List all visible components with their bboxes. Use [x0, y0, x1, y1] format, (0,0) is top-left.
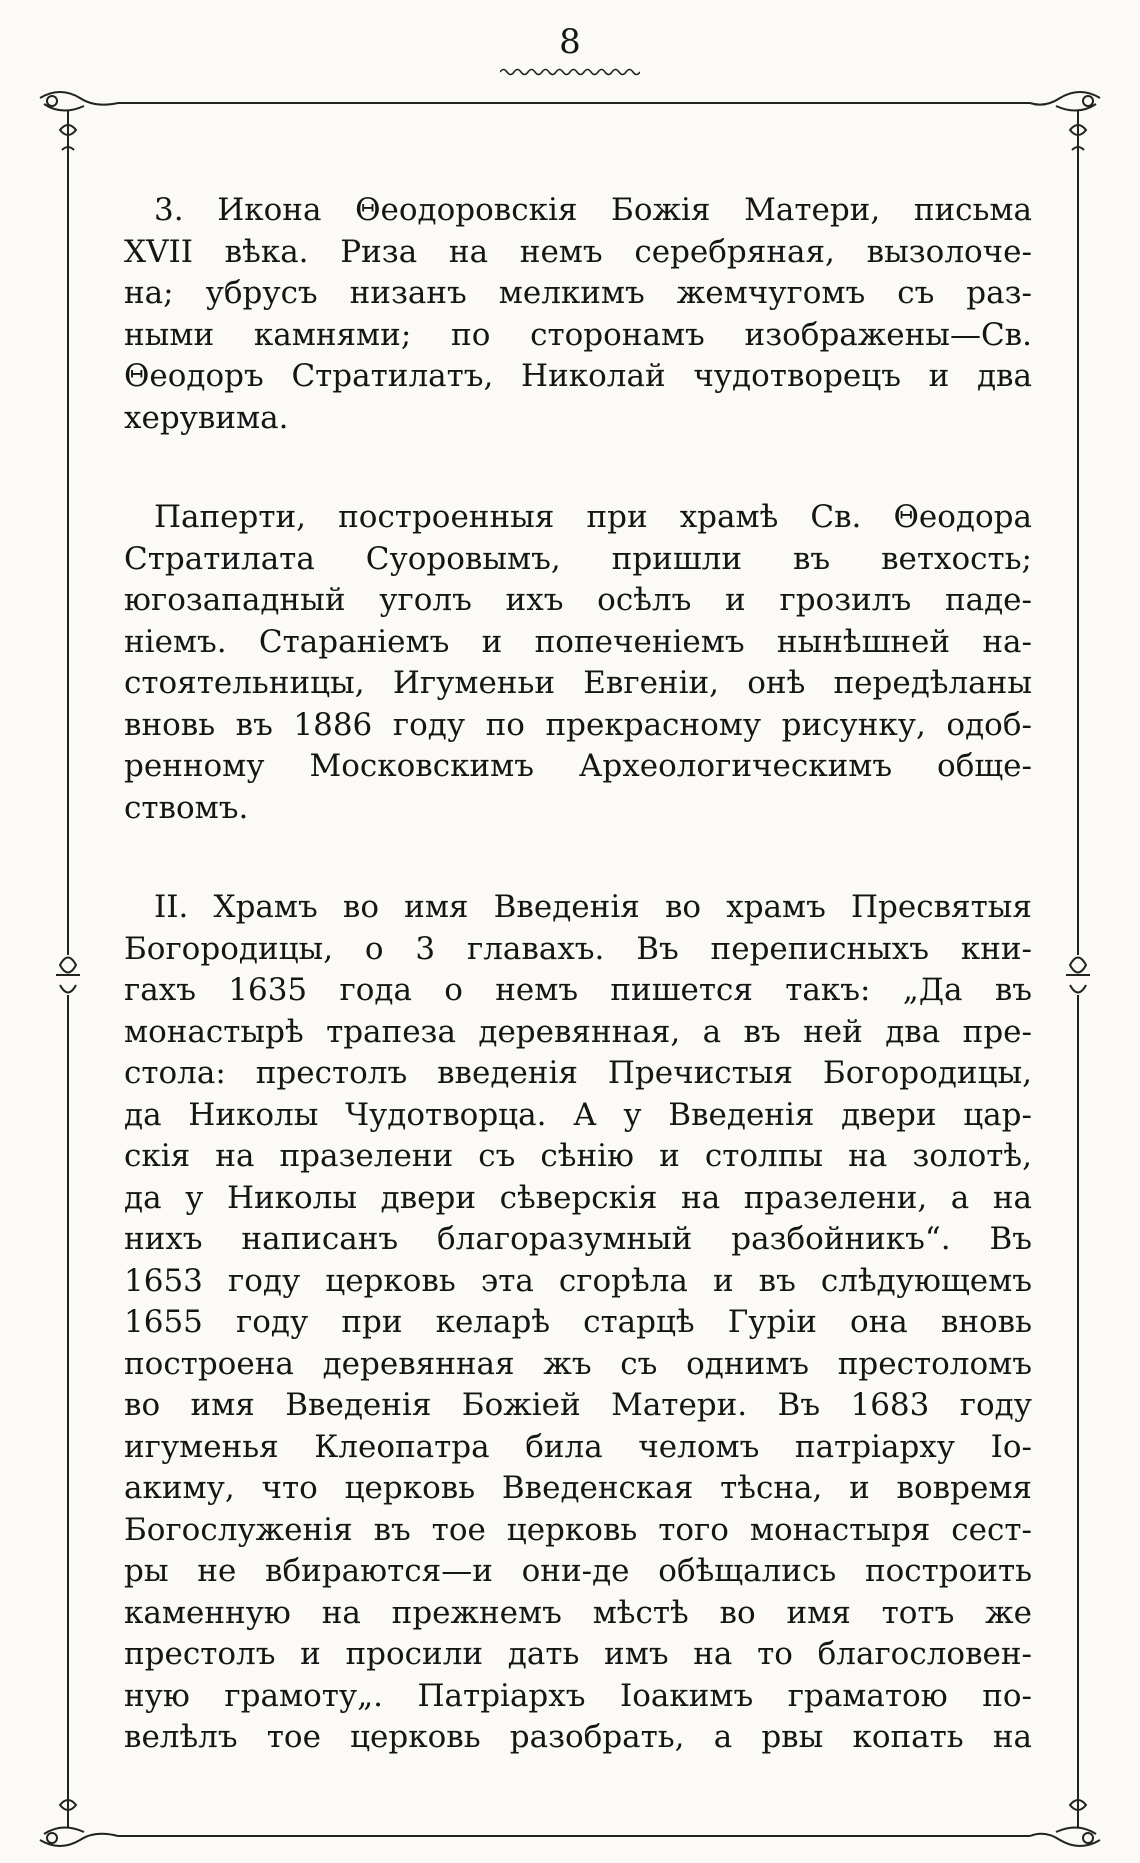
text-line: XVII вѣка. Риза на немъ серебряная, вызолоче-: [124, 233, 1032, 270]
page-number: 8: [559, 22, 581, 62]
text-line: каменную на прежнемъ мѣстѣ во имя тотъ же: [124, 1594, 1032, 1631]
paragraph-vvedenie-church: [124, 887, 1032, 1759]
text-line: да Николы Чудотворца. А у Введенія двери цар-: [124, 1096, 1032, 1133]
text-line: ренному Московскимъ Археологическимъ обще-: [124, 748, 1032, 784]
text-line: вновь въ 1886 году по прекрасному рисунку, одоб-: [124, 706, 1032, 743]
text-line: во имя Введенія Божіей Матери. Въ 1683 году: [124, 1387, 1032, 1423]
text-line: гахъ 1635 года о немъ пишется такъ: „Да въ: [124, 972, 1032, 1008]
text-line: монастырѣ трапеза деревянная, а въ ней два пре-: [124, 1013, 1032, 1050]
text-line: херувима.: [124, 399, 289, 436]
text-line: стола: престолъ введенія Пречистыя Богородицы,: [124, 1055, 1032, 1091]
text-line: югозападный уголъ ихъ осѣлъ и грозилъ паде-: [124, 582, 1032, 618]
text-line: 1653 году церковь эта сгорѣла и въ слѣдующемъ: [124, 1262, 1032, 1299]
text-line: на; убрусъ низанъ мелкимъ жемчугомъ съ раз-: [124, 275, 1032, 311]
text-line: Стратилата Суоровымъ, пришли въ ветхость;: [124, 540, 1032, 577]
text-line: да у Николы двери сѣверскія на празелени, а на: [124, 1179, 1032, 1216]
corner-ornament-top-right: [1030, 92, 1100, 165]
text-line: ствомъ.: [124, 789, 249, 826]
text-line: II. Храмъ во имя Введенія во храмъ Пресвятыя: [154, 889, 1032, 925]
text-line: ры не вбираются—и они-де обѣщались построить: [124, 1553, 1032, 1589]
text-line: Θеодоръ Стратилатъ, Николай чудотворецъ и два: [124, 358, 1032, 394]
text-line: Богослуженія въ тое церковь того монастыря сест-: [124, 1511, 1032, 1548]
text-line: игуменья Клеопатра била челомъ патріарху Іо-: [124, 1428, 1032, 1465]
text-line: велѣлъ тое церковь разобрать, а рвы копать на: [124, 1719, 1032, 1755]
corner-ornament-bottom-left: [40, 1780, 118, 1846]
text-line: акиму, что церковь Введенская тѣсна, и вовремя: [124, 1470, 1032, 1506]
text-line: построена деревянная жъ съ однимъ престоломъ: [124, 1345, 1032, 1382]
text-line: стоятельницы, Игуменьи Евгеніи, онѣ передѣланы: [124, 665, 1032, 701]
side-ornament-right: [1066, 940, 1090, 1010]
text-line: ную грамоту„. Патріархъ Іоакимъ граматою по-: [124, 1677, 1032, 1714]
text-line: Богородицы, о 3 главахъ. Въ переписныхъ кни-: [124, 930, 1032, 967]
corner-ornament-top-left: [40, 92, 118, 165]
text-line: ными камнями; по сторонамъ изображены—Св.: [124, 316, 1032, 353]
side-ornament-left: [56, 940, 80, 1010]
text-line: 1655 году при келарѣ старцѣ Гуріи она вновь: [124, 1304, 1032, 1340]
text-line: престолъ и просили дать имъ на то благословен-: [124, 1636, 1032, 1672]
text-line: 3. Икона Θеодоровскія Божія Матери, письма: [154, 192, 1032, 228]
text-line: ніемъ. Стараніемъ и попеченіемъ нынѣшней на-: [124, 623, 1032, 660]
paragraph-icon-feodorovskaya: [124, 190, 1032, 439]
paragraph-paperti: [124, 497, 1032, 829]
text-line: Паперти, построенныя при храмѣ Св. Θеодора: [154, 499, 1032, 535]
corner-ornament-bottom-right: [1030, 1780, 1100, 1846]
page-body: [124, 190, 1032, 1817]
text-line: нихъ написанъ благоразумный разбойникъ“. Въ: [124, 1221, 1032, 1257]
text-line: скія на празелени съ сѣнію и столпы на золотѣ,: [124, 1138, 1032, 1174]
